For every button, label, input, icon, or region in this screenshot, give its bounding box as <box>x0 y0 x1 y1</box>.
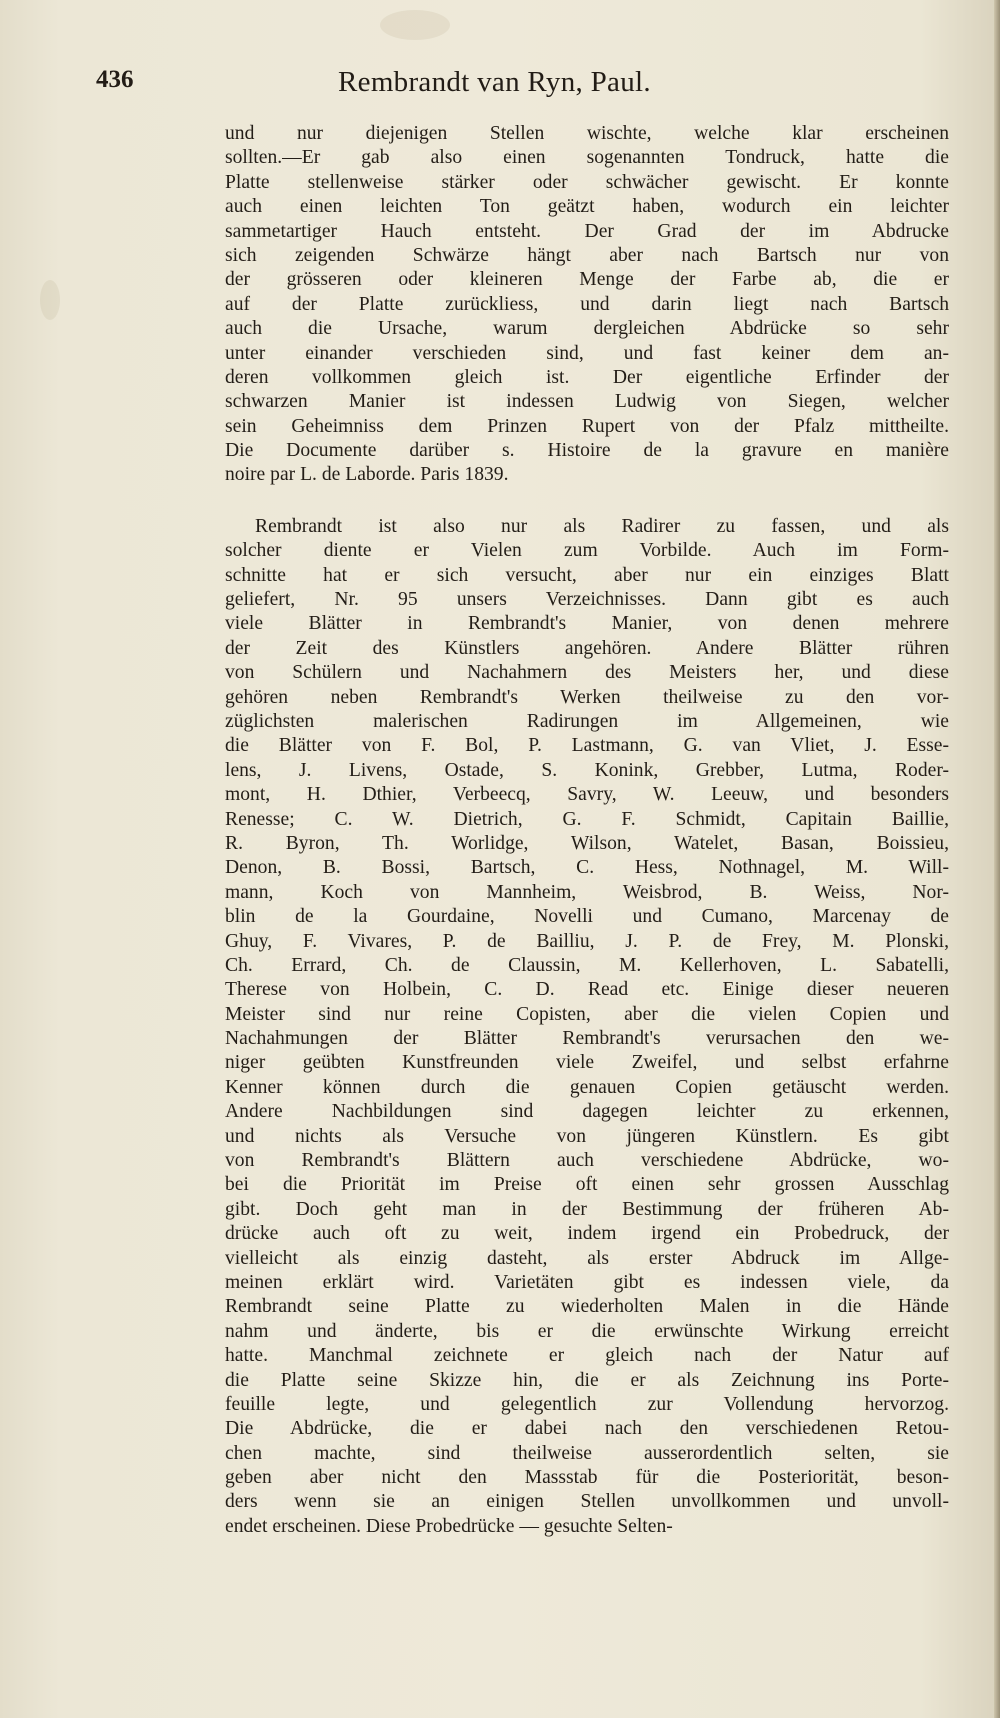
text-line: mann, Koch von Mannheim, Weisbrod, B. Weiss, Nor- <box>225 881 949 903</box>
text-line: bei die Priorität im Preise oft einen sehr grossen Ausschlag <box>225 1174 949 1196</box>
text-line: Platte stellenweise stärker oder schwächer gewischt. Er konnte <box>225 171 949 193</box>
paragraph-gap <box>225 488 949 515</box>
text-line: Ghuy, F. Vivares, P. de Bailliu, J. P. de Frey, M. Plonski, <box>225 930 949 952</box>
paragraph <box>225 122 949 488</box>
text-line: meinen erklärt wird. Varietäten gibt es indessen viele, da <box>225 1271 949 1293</box>
text-line: Andere Nachbildungen sind dagegen leichter zu erkennen, <box>225 1101 949 1123</box>
text-line: lens, J. Livens, Ostade, S. Konink, Grebber, Lutma, Roder- <box>225 759 949 781</box>
text-line: hatte. Manchmal zeichnete er gleich nach der Natur auf <box>225 1345 949 1367</box>
text-line: vielleicht als einzig dasteht, als erster Abdruck im Allge- <box>225 1247 949 1269</box>
text-line: gehören neben Rembrandt's Werken theilweise zu den vor- <box>225 686 949 708</box>
text-line: sollten.—Er gab also einen sogenannten Tondruck, hatte die <box>225 147 949 169</box>
text-line: Meister sind nur reine Copisten, aber die vielen Copien und <box>225 1003 949 1025</box>
text-line: schnitte hat er sich versucht, aber nur ein einziges Blatt <box>225 564 949 586</box>
text-line: sammetartiger Hauch entsteht. Der Grad der im Abdrucke <box>225 220 949 242</box>
text-line: sich zeigenden Schwärze hängt aber nach Bartsch nur von <box>225 244 949 266</box>
text-line: auf der Platte zurückliess, und darin liegt nach Bartsch <box>225 293 949 315</box>
text-line: der Zeit des Künstlers angehören. Andere Blätter rühren <box>225 637 949 659</box>
text-line: züglichsten malerischen Radirungen im Allgemeinen, wie <box>225 710 949 732</box>
text-line: chen machte, sind theilweise ausserordentlich selten, sie <box>225 1442 949 1464</box>
text-line: deren vollkommen gleich ist. Der eigentliche Erfinder der <box>225 366 949 388</box>
text-line: Die Documente darüber s. Histoire de la gravure en manière <box>225 440 949 462</box>
page-number: 436 <box>96 66 134 93</box>
text-line: auch einen leichten Ton geätzt haben, wodurch ein leichter <box>225 196 949 218</box>
text-line: geben aber nicht den Massstab für die Posteriorität, beson- <box>225 1467 949 1489</box>
text-line: ders wenn sie an einigen Stellen unvollkommen und unvoll- <box>225 1491 949 1513</box>
paper-stain <box>380 10 450 40</box>
text-line: noire par L. de Laborde. Paris 1839. <box>225 464 509 486</box>
text-line: drücke auch oft zu weit, indem irgend ein Probedruck, der <box>225 1223 949 1245</box>
text-line: feuille legte, und gelegentlich zur Vollendung hervorzog. <box>225 1393 949 1415</box>
text-line: nahm und änderte, bis er die erwünschte Wirkung erreicht <box>225 1320 949 1342</box>
text-line: von Rembrandt's Blättern auch verschiedene Abdrücke, wo- <box>225 1150 949 1172</box>
text-line: viele Blätter in Rembrandt's Manier, von denen mehrere <box>225 613 949 635</box>
text-line: mont, H. Dthier, Verbeecq, Savry, W. Leeuw, und besonders <box>225 784 949 806</box>
text-line: Denon, B. Bossi, Bartsch, C. Hess, Nothnagel, M. Will- <box>225 857 949 879</box>
text-line: unter einander verschieden sind, und fast keiner dem an- <box>225 342 949 364</box>
text-line: Rembrandt seine Platte zu wiederholten Malen in die Hände <box>225 1296 949 1318</box>
text-line: niger geübten Kunstfreunden viele Zweifel, und selbst erfahrne <box>225 1052 949 1074</box>
text-line: Rembrandt ist also nur als Radirer zu fassen, und als <box>255 515 949 537</box>
text-line: auch die Ursache, warum dergleichen Abdrücke so sehr <box>225 318 949 340</box>
text-line: von Schülern und Nachahmern des Meisters her, und diese <box>225 662 949 684</box>
text-line: die Blätter von F. Bol, P. Lastmann, G. van Vliet, J. Esse- <box>225 735 949 757</box>
text-line: Kenner können durch die genauen Copien getäuscht werden. <box>225 1076 949 1098</box>
body-text <box>225 122 949 1539</box>
text-line: und nur diejenigen Stellen wischte, welche klar erscheinen <box>225 123 949 144</box>
text-line: und nichts als Versuche von jüngeren Künstlern. Es gibt <box>225 1125 949 1147</box>
text-line: Renesse; C. W. Dietrich, G. F. Schmidt, Capitain Baillie, <box>225 808 949 830</box>
paragraph <box>225 515 949 1539</box>
text-line: schwarzen Manier ist indessen Ludwig von Siegen, welcher <box>225 391 949 413</box>
text-line: Therese von Holbein, C. D. Read etc. Einige dieser neueren <box>225 979 949 1001</box>
text-line: endet erscheinen. Diese Probedrücke — gesuchte Selten- <box>225 1515 673 1537</box>
text-line: Nachahmungen der Blätter Rembrandt's verursachen den we- <box>225 1028 949 1050</box>
text-line: Ch. Errard, Ch. de Claussin, M. Kellerhoven, L. Sabatelli, <box>225 954 949 976</box>
text-line: der grösseren oder kleineren Menge der Farbe ab, die er <box>225 269 949 291</box>
text-line: R. Byron, Th. Worlidge, Wilson, Watelet, Basan, Boissieu, <box>225 832 949 854</box>
text-line: geliefert, Nr. 95 unsers Verzeichnisses. Dann gibt es auch <box>225 589 949 611</box>
text-line: die Platte seine Skizze hin, die er als Zeichnung ins Porte- <box>225 1369 949 1391</box>
page-edge <box>994 0 1000 1718</box>
text-line: sein Geheimniss dem Prinzen Rupert von der Pfalz mittheilte. <box>225 415 949 437</box>
paper-stain <box>40 280 60 320</box>
running-title: Rembrandt van Ryn, Paul. <box>338 66 651 98</box>
text-line: solcher diente er Vielen zum Vorbilde. Auch im Form- <box>225 540 949 562</box>
text-line: gibt. Doch geht man in der Bestimmung der früheren Ab- <box>225 1198 949 1220</box>
text-line: blin de la Gourdaine, Novelli und Cumano, Marcenay de <box>225 906 949 928</box>
text-line: Die Abdrücke, die er dabei nach den verschiedenen Retou- <box>225 1418 949 1440</box>
page-header <box>0 66 1000 106</box>
